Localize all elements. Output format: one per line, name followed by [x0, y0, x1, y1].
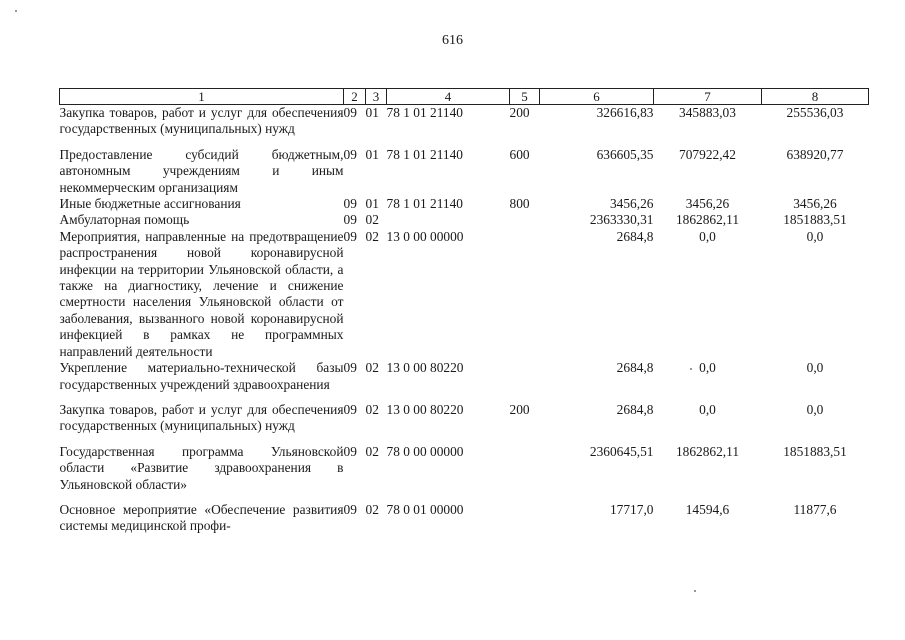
row-name: Государственная программа Ульяновской области «Развитие здравоохранения в Ульяновской области» — [59, 443, 344, 492]
row-value-8: 1851883,51 — [783, 212, 847, 228]
row-target-code: 78 1 01 21140 — [386, 146, 463, 162]
row-target-code: 13 0 00 80220 — [386, 360, 464, 376]
header-col-6: 6 — [540, 89, 654, 105]
row-value-6: 17717,0 — [609, 501, 654, 517]
row-section: 09 — [343, 360, 357, 376]
row-section: 09 — [343, 212, 357, 228]
row-value-7: 345883,03 — [679, 105, 736, 120]
row-name: Основное мероприятие «Обеспечение развития системы медицинской профи- — [59, 501, 344, 534]
header-col-7: 7 — [654, 89, 762, 105]
row-subsection: 02 — [365, 401, 379, 417]
row-target-code: 13 0 00 00000 — [386, 228, 464, 244]
table-row — [60, 105, 869, 138]
row-value-8: 1851883,51 — [783, 443, 847, 459]
row-name: Иные бюджетные ассигнования — [59, 196, 241, 212]
row-value-6: 2684,8 — [616, 401, 654, 417]
row-target-code: 78 0 00 00000 — [386, 443, 464, 459]
row-value-8: 0,0 — [806, 401, 824, 417]
header-col-2: 2 — [344, 89, 366, 105]
row-name: Предоставление субсидий бюджетным, автономным учреждениям и иным некоммерческим организациям — [59, 146, 344, 195]
row-value-6: 2684,8 — [616, 360, 654, 376]
row-section: 09 — [343, 105, 357, 120]
row-value-7: 14594,6 — [685, 501, 730, 517]
row-value-7: 0,0 — [699, 360, 716, 376]
row-section: 09 — [343, 443, 357, 459]
row-value-7: 707922,42 — [679, 146, 736, 162]
row-expense-type: 200 — [509, 105, 530, 120]
row-value-7: 0,0 — [699, 228, 716, 244]
row-expense-type: 200 — [509, 401, 530, 417]
row-value-8: 0,0 — [806, 360, 824, 376]
scan-speck — [690, 368, 692, 370]
row-value-7: 1862862,11 — [675, 212, 740, 228]
row-subsection: 01 — [365, 196, 379, 212]
row-value-6: 326616,83 — [596, 105, 654, 120]
row-expense-type — [510, 502, 540, 535]
row-subsection: 02 — [365, 443, 379, 459]
row-value-6: 2684,8 — [616, 228, 654, 244]
row-value-8: 3456,26 — [793, 196, 837, 212]
header-col-3: 3 — [366, 89, 387, 105]
row-target-code: 13 0 00 80220 — [386, 401, 464, 417]
header-col-4: 4 — [387, 89, 510, 105]
row-value-6: 2363330,31 — [589, 212, 654, 228]
row-target-code: 78 1 01 21140 — [386, 196, 463, 212]
row-name: Укрепление материально-технической базы государственных учреждений здравоохранения — [59, 360, 344, 392]
row-expense-type — [510, 444, 540, 493]
row-subsection: 02 — [365, 212, 379, 228]
table-row — [60, 147, 869, 196]
table-row — [60, 444, 869, 493]
scan-speck — [694, 590, 696, 592]
row-expense-type — [510, 229, 540, 360]
row-target-code: 78 0 01 00000 — [386, 501, 464, 517]
row-section: 09 — [343, 501, 357, 517]
table-row — [60, 502, 869, 535]
row-name: Закупка товаров, работ и услуг для обеспечения государственных (муниципальных) нужд — [59, 105, 344, 137]
row-section: 09 — [343, 146, 357, 162]
row-expense-type — [510, 212, 540, 228]
row-value-8: 638920,77 — [786, 146, 844, 162]
row-expense-type — [510, 360, 540, 393]
page-number: 616 — [442, 33, 463, 48]
row-subsection: 02 — [365, 228, 379, 244]
row-value-7: 1862862,11 — [675, 443, 740, 459]
budget-table — [59, 88, 869, 535]
table-row — [60, 229, 869, 360]
row-section: 09 — [343, 228, 357, 244]
row-subsection: 01 — [365, 146, 379, 162]
row-value-8: 0,0 — [806, 228, 824, 244]
row-name: Амбулаторная помощь — [59, 212, 190, 228]
row-subsection: 02 — [365, 360, 379, 376]
row-target-code — [387, 212, 510, 228]
row-name: Мероприятия, направленные на предотвращение распространения новой коронавирусной инфекции на территории Ульяновской области, а также на диагностику, лечение и снижение смертности населения Ульяновской области от заболевания, вызванного новой коронавирусной инфекцией в рамках не программных направлений деятельности — [59, 228, 344, 359]
row-value-8: 11877,6 — [793, 501, 837, 517]
row-value-7: 3456,26 — [685, 196, 730, 212]
row-value-7: 0,0 — [699, 401, 716, 417]
row-expense-type: 600 — [509, 146, 530, 162]
row-name: Закупка товаров, работ и услуг для обеспечения государственных (муниципальных) нужд — [59, 401, 344, 434]
table-row — [60, 212, 869, 228]
row-value-8: 255536,03 — [786, 105, 844, 120]
table-row — [60, 196, 869, 212]
header-col-8: 8 — [762, 89, 869, 105]
header-col-1: 1 — [60, 89, 344, 105]
row-value-6: 2360645,51 — [589, 443, 654, 459]
row-value-6: 3456,26 — [609, 196, 654, 212]
row-subsection: 02 — [365, 501, 379, 517]
row-subsection: 01 — [365, 105, 379, 120]
table-row — [60, 402, 869, 435]
scan-speck — [15, 10, 17, 12]
row-value-6: 636605,35 — [596, 146, 654, 162]
row-target-code: 78 1 01 21140 — [386, 105, 463, 120]
row-expense-type: 800 — [509, 196, 530, 212]
row-section: 09 — [343, 196, 357, 212]
header-col-5: 5 — [510, 89, 540, 105]
row-section: 09 — [343, 401, 357, 417]
table-row — [60, 360, 869, 393]
header-row — [60, 89, 869, 105]
